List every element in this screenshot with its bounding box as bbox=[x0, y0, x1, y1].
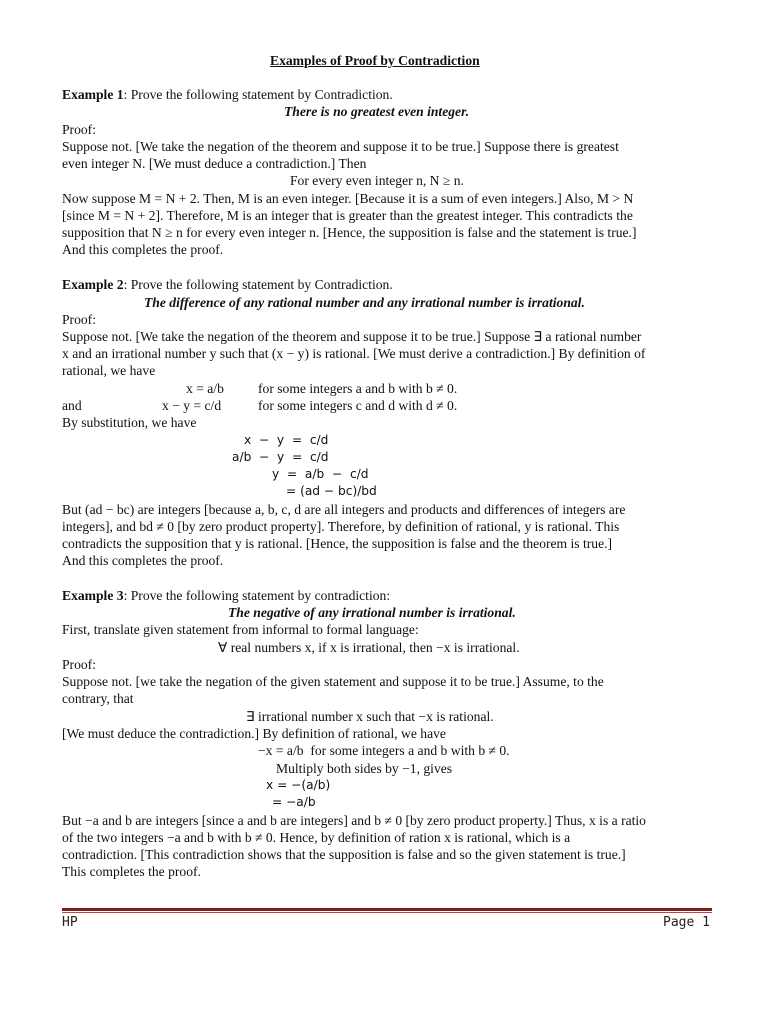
equation-2-lhs: x − y = c/d bbox=[162, 398, 222, 413]
example-3-line: of the two integers −a and b with b ≠ 0. Hence, by definition of ration x is rational, which is a bbox=[62, 830, 571, 845]
substitution-step: a/b − y = c/d bbox=[232, 450, 329, 464]
example-2-heading bbox=[62, 276, 393, 293]
example-1-line: even integer N. [We must deduce a contradiction.] Then bbox=[62, 156, 367, 171]
equation-1-rhs: for some integers a and b with b ≠ 0. bbox=[258, 381, 458, 396]
example-1-line: Suppose not. [We take the negation of the theorem and suppose it to be true.] Suppose there is greatest bbox=[62, 139, 619, 154]
example-3-heading bbox=[62, 587, 390, 604]
example-2-line: And this completes the proof. bbox=[62, 553, 224, 568]
example-2-line: Suppose not. [We take the negation of the theorem and suppose it to be true.] Suppose ∃ a rational number bbox=[62, 329, 642, 344]
example-1-intro: : Prove the following statement by Contradiction. bbox=[123, 87, 393, 102]
example-1-line: For every even integer n, N ≥ n. bbox=[290, 173, 464, 188]
example-3-line: = −a/b bbox=[272, 795, 316, 809]
example-3-line: Suppose not. [we take the negation of the given statement and suppose it to be true.] Assume, to the bbox=[62, 674, 604, 689]
example-1-line: Now suppose M = N + 2. Then, M is an even integer. [Because it is a sum of even integers.] Also, M > N bbox=[62, 191, 634, 206]
example-3-line: contradiction. [This contradiction shows that the supposition is false and so the given statement is true.] bbox=[62, 847, 626, 862]
example-1-proof-label: Proof: bbox=[62, 122, 96, 137]
example-1-statement: There is no greatest even integer. bbox=[284, 104, 470, 119]
example-1-line: [since M = N + 2]. Therefore, M is an integer that is greater than the greatest integer. This contradicts the bbox=[62, 208, 633, 223]
example-2-proof-label: Proof: bbox=[62, 312, 96, 327]
substitution-step: y = a/b − c/d bbox=[272, 467, 369, 481]
example-1-label: Example 1 bbox=[62, 87, 124, 102]
footer-rule-thin bbox=[62, 912, 712, 913]
and-label: and bbox=[62, 398, 82, 413]
example-3-statement: The negative of any irrational number is irrational. bbox=[228, 605, 516, 620]
page-title: Examples of Proof by Contradiction bbox=[270, 53, 480, 68]
equation-2-rhs: for some integers c and d with d ≠ 0. bbox=[258, 398, 458, 413]
example-3-line: Multiply both sides by −1, gives bbox=[276, 761, 453, 776]
footer-page-number: Page 1 bbox=[663, 915, 710, 930]
example-3-label: Example 3 bbox=[62, 588, 124, 603]
example-3-proof-label: Proof: bbox=[62, 657, 96, 672]
example-2-line: By substitution, we have bbox=[62, 415, 197, 430]
example-1-heading bbox=[62, 86, 393, 103]
example-1-line: And this completes the proof. bbox=[62, 242, 224, 257]
example-3-line: contrary, that bbox=[62, 691, 134, 706]
example-3-line: −x = a/b for some integers a and b with b ≠ 0. bbox=[258, 743, 510, 758]
equation-1-lhs: x = a/b bbox=[186, 381, 224, 396]
example-2-statement: The difference of any rational number and any irrational number is irrational. bbox=[144, 295, 585, 310]
example-2-line: integers], and bd ≠ 0 [by zero product property]. Therefore, by definition of rational, y is rational. This bbox=[62, 519, 620, 534]
substitution-step: x − y = c/d bbox=[244, 433, 329, 447]
example-2-line: x and an irrational number y such that (x − y) is rational. [We must derive a contradiction.] By definition of bbox=[62, 346, 646, 361]
example-3-intro: : Prove the following statement by contradiction: bbox=[123, 588, 391, 603]
example-2-line: But (ad − bc) are integers [because a, b, c, d are all integers and products and differences of integers are bbox=[62, 502, 626, 517]
example-2-line: rational, we have bbox=[62, 363, 156, 378]
example-3-formal-statement: ∀ real numbers x, if x is irrational, then −x is irrational. bbox=[218, 640, 520, 655]
substitution-step: = (ad − bc)/bd bbox=[286, 484, 377, 498]
footer-rule bbox=[62, 908, 712, 911]
example-3-line: But −a and b are integers [since a and b are integers] and b ≠ 0 [by zero product property.] Thus, x is a ratio bbox=[62, 813, 646, 828]
example-2-line: contradicts the supposition that y is rational. [Hence, the supposition is false and the theorem is true.] bbox=[62, 536, 613, 551]
example-3-line: This completes the proof. bbox=[62, 864, 201, 879]
example-3-line: ∃ irrational number x such that −x is rational. bbox=[246, 709, 494, 724]
example-3-line: First, translate given statement from informal to formal language: bbox=[62, 622, 419, 637]
example-3-line: [We must deduce the contradiction.] By definition of rational, we have bbox=[62, 726, 446, 741]
example-3-line: x = −(a/b) bbox=[266, 778, 331, 792]
footer-author: HP bbox=[62, 915, 78, 930]
example-1-line: supposition that N ≥ n for every even integer n. [Hence, the supposition is false and the statement is true.] bbox=[62, 225, 637, 240]
example-2-label: Example 2 bbox=[62, 277, 124, 292]
example-2-intro: : Prove the following statement by Contradiction. bbox=[123, 277, 393, 292]
